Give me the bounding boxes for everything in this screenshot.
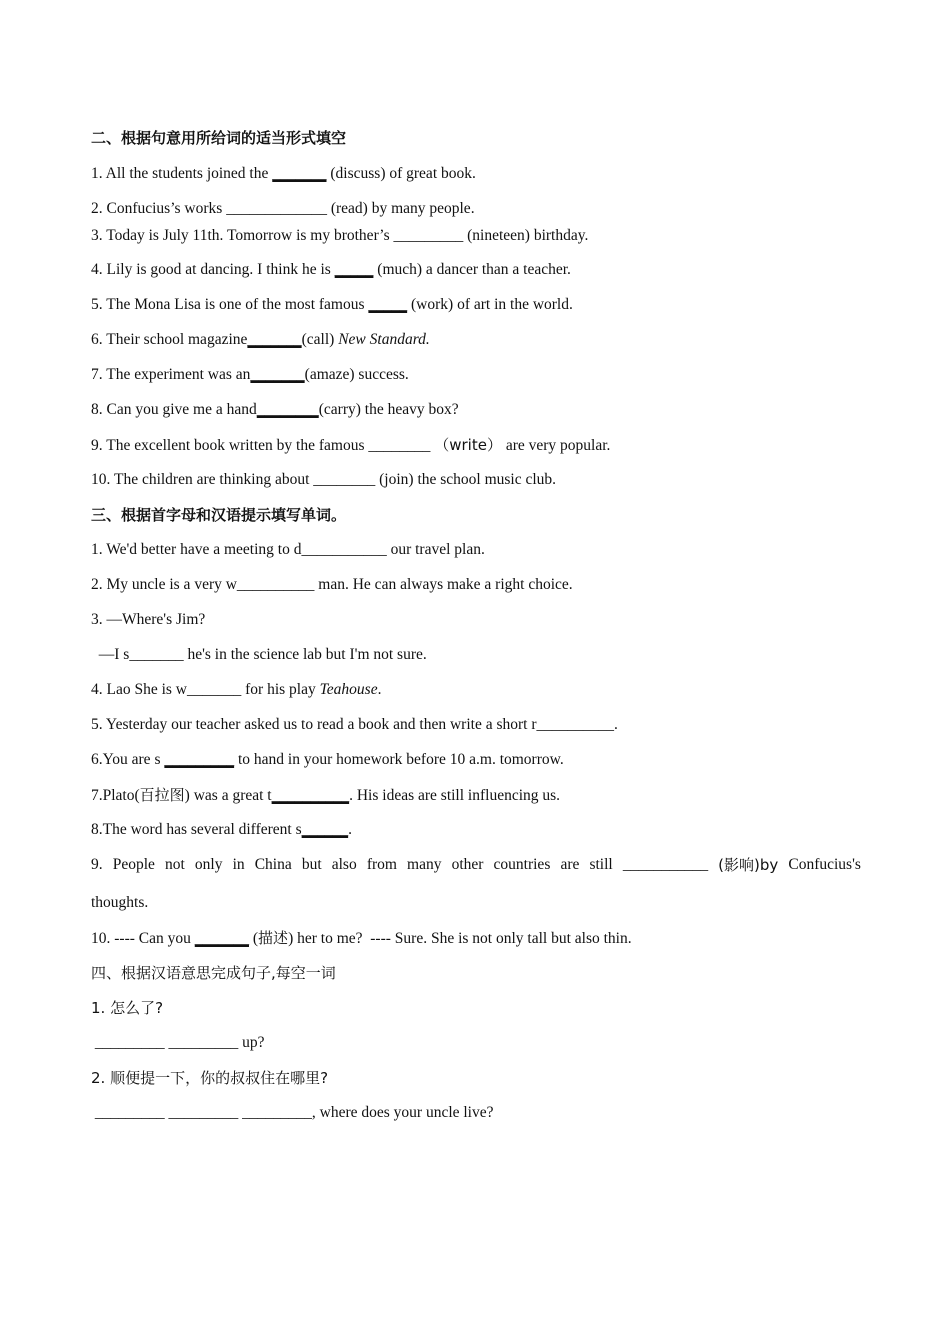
answer-blank[interactable]: _______ xyxy=(194,930,249,947)
s3-question-10: 10. ---- Can you _______ (描述) her to me? ---- Sure. She is not only tall but also thin. xyxy=(91,929,632,947)
s4-question-2: 2. 顺便提一下，你的叔叔住在哪里? xyxy=(91,1069,329,1087)
s2-question-6: 6. Their school magazine_______(call) New Standard. xyxy=(91,331,430,348)
s3-question-4: 4. Lao She is w_______ for his play Teahouse. xyxy=(91,681,382,698)
s2-question-8: 8. Can you give me a hand________(carry) the heavy box? xyxy=(91,401,459,418)
section-4-title: 四、根据汉语意思完成句子,每空一词 xyxy=(91,964,336,982)
answer-blank[interactable]: ________ xyxy=(256,401,319,418)
s2-question-9: 9. The excellent book written by the famous ________ （write） are very popular. xyxy=(91,436,611,454)
s3-question-3-line-2: —I s_______ he's in the science lab but I'm not sure. xyxy=(91,646,427,663)
answer-blank[interactable]: _______ xyxy=(272,165,327,182)
magazine-title: New Standard. xyxy=(338,331,430,348)
s3-question-8: 8.The word has several different s______. xyxy=(91,821,352,838)
answer-blank[interactable]: _____ xyxy=(334,261,374,278)
answer-blank[interactable]: _________ xyxy=(164,751,235,768)
s3-question-6: 6.You are s _________ to hand in your homework before 10 a.m. tomorrow. xyxy=(91,751,564,768)
s4-question-1: 1. 怎么了? xyxy=(91,999,164,1017)
s4-question-1-answer: _________ _________ up? xyxy=(91,1034,265,1051)
answer-blank[interactable]: ______ xyxy=(301,821,349,838)
play-title: Teahouse xyxy=(319,681,378,698)
s3-question-5: 5. Yesterday our teacher asked us to read a book and then write a short r__________. xyxy=(91,716,618,733)
section-2-title: 二、根据句意用所给词的适当形式填空 xyxy=(91,129,347,147)
s2-question-7: 7. The experiment was an_______(amaze) success. xyxy=(91,366,409,383)
s2-question-2: 2. Confucius’s works _____________ (read) by many people. xyxy=(91,200,475,217)
s3-question-9-line-1: 9. People not only in China but also from many other countries are still ___________ (影响)by Confucius's xyxy=(91,856,861,874)
s3-question-9-line-2: thoughts. xyxy=(91,894,149,911)
s2-question-4: 4. Lily is good at dancing. I think he is _____ (much) a dancer than a teacher. xyxy=(91,261,571,278)
s4-question-2-answer: _________ _________ _________, where does your uncle live? xyxy=(91,1104,494,1121)
answer-blank[interactable]: _____ xyxy=(368,296,408,313)
s3-question-1: 1. We'd better have a meeting to d___________ our travel plan. xyxy=(91,541,485,558)
s2-question-10: 10. The children are thinking about ________ (join) the school music club. xyxy=(91,471,557,488)
s3-question-7: 7.Plato(百拉图) was a great t__________. His ideas are still influencing us. xyxy=(91,786,561,804)
section-3-title: 三、根据首字母和汉语提示填写单词。 xyxy=(91,506,347,524)
s2-question-3: 3. Today is July 11th. Tomorrow is my brother’s _________ (nineteen) birthday. xyxy=(91,227,589,244)
answer-blank[interactable]: _______ xyxy=(250,366,305,383)
worksheet-page xyxy=(91,0,861,1344)
s2-question-1: 1. All the students joined the _______ (discuss) of great book. xyxy=(91,165,476,182)
answer-blank[interactable]: __________ xyxy=(271,787,350,804)
answer-blank[interactable]: _______ xyxy=(247,331,302,348)
s3-question-3-line-1: 3. —Where's Jim? xyxy=(91,611,206,628)
s2-question-5: 5. The Mona Lisa is one of the most famous _____ (work) of art in the world. xyxy=(91,296,573,313)
s3-question-2: 2. My uncle is a very w__________ man. He can always make a right choice. xyxy=(91,576,573,593)
